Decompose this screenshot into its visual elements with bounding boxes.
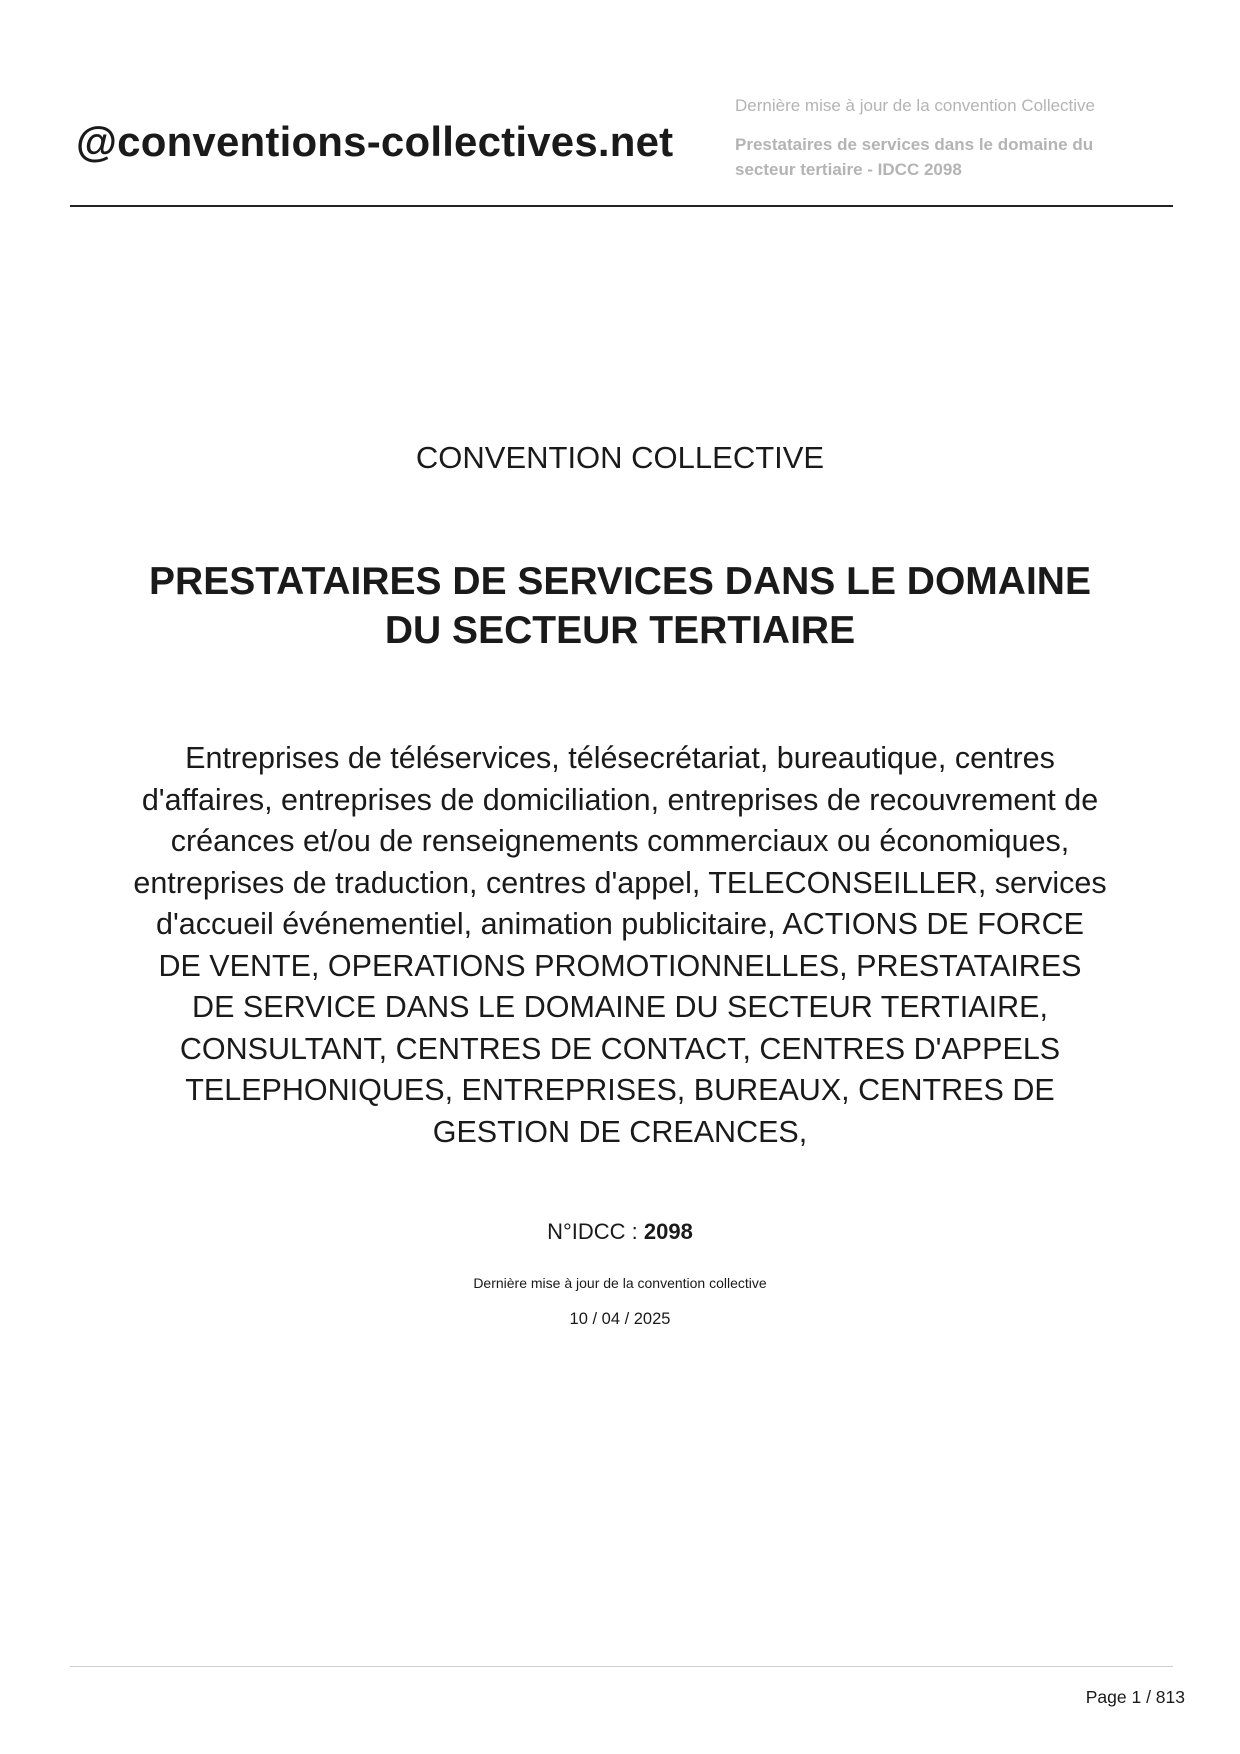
scope-line: GESTION DE CREANCES,	[432, 1114, 808, 1149]
page-number: Page 1 / 813	[1085, 1687, 1185, 1707]
header-document-info	[735, 96, 1175, 182]
site-name: @conventions-collectives.net	[76, 118, 674, 165]
header-document-title-line: secteur tertiaire - IDCC 2098	[735, 160, 962, 179]
scope-line: entreprises de traduction, centres d'appel, TELECONSEILLER, services	[133, 865, 1107, 900]
last-update-date: 10 / 04 / 2025	[569, 1310, 671, 1328]
idcc-number	[0, 1219, 1240, 1245]
scope-line: créances et/ou de renseignements commerciaux ou économiques,	[170, 824, 1070, 858]
last-update-label: Dernière mise à jour de la convention collective	[473, 1275, 767, 1291]
scope-line: TELEPHONIQUES, ENTREPRISES, BUREAUX, CENTRES DE	[185, 1073, 1055, 1107]
scope-line: d'affaires, entreprises de domiciliation, entreprises de recouvrement de	[141, 782, 1099, 817]
scope-line: DE SERVICE DANS LE DOMAINE DU SECTEUR TERTIAIRE,	[192, 990, 1048, 1024]
scope-line: CONSULTANT, CENTRES DE CONTACT, CENTRES D'APPELS	[179, 1031, 1061, 1066]
scope-line: d'accueil événementiel, animation publicitaire, ACTIONS DE FORCE	[156, 907, 1084, 941]
document-title	[60, 557, 1180, 655]
idcc-label: N°IDCC :	[547, 1219, 644, 1244]
document-scope	[60, 738, 1180, 1153]
document-type: CONVENTION COLLECTIVE	[415, 440, 825, 475]
document-title-line: PRESTATAIRES DE SERVICES DANS LE DOMAINE	[149, 560, 1091, 603]
scope-line: DE VENTE, OPERATIONS PROMOTIONNELLES, PRESTATAIRES	[158, 948, 1082, 983]
footer-divider	[70, 1666, 1173, 1667]
header-document-title	[735, 132, 1175, 182]
idcc-value: 2098	[643, 1219, 693, 1244]
header-document-title-line: Prestataires de services dans le domaine du	[735, 135, 1094, 154]
scope-line: Entreprises de téléservices, télésecrétariat, bureautique, centres	[185, 741, 1055, 775]
header-divider	[70, 205, 1173, 207]
header-update-label: Dernière mise à jour de la convention Collective	[735, 96, 1096, 115]
document-title-line: DU SECTEUR TERTIAIRE	[384, 609, 856, 652]
